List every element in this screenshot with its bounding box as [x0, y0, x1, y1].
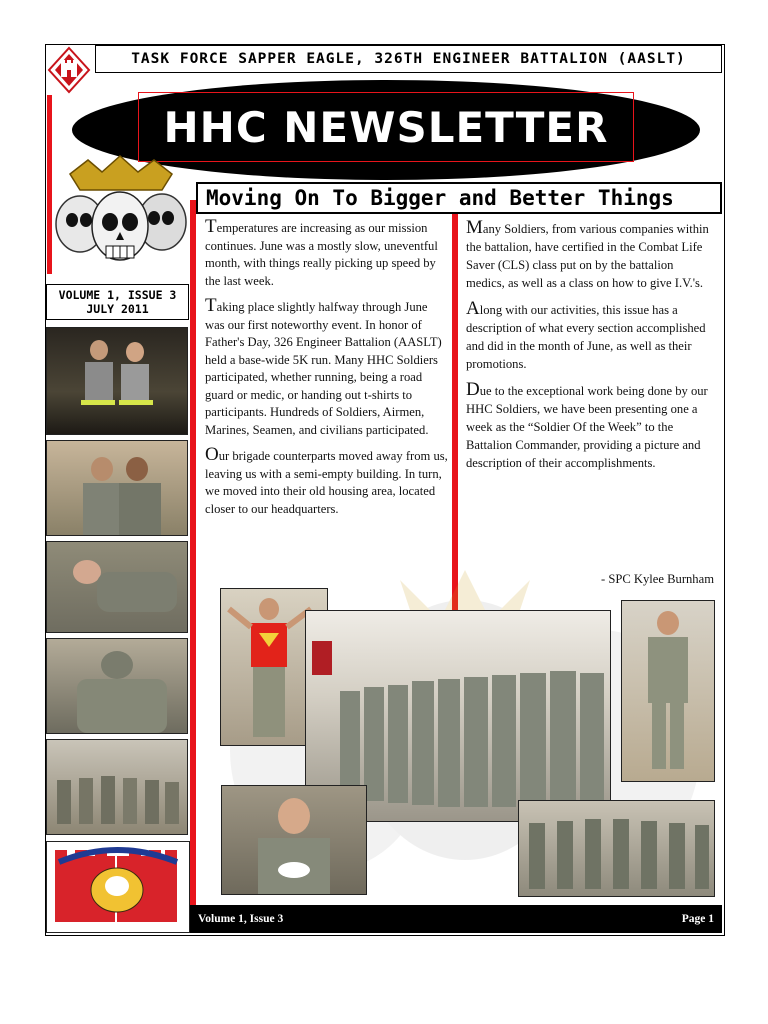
- skull-crown-illustration: [50, 152, 190, 280]
- photo-soldiers-marching: [518, 800, 715, 897]
- photo-soldiers-posing: [46, 440, 188, 536]
- paragraph-5: Along with our activities, this issue has a description of what every section accomplished and did in the month of June, as well as their promotions.: [466, 298, 706, 371]
- top-banner-text: TASK FORCE SAPPER EAGLE, 326TH ENGINEER BATTALION (AASLT): [131, 51, 686, 67]
- photo-soldier-standing: [621, 600, 715, 782]
- photo-soldiers-flexing: [46, 327, 188, 435]
- drop-cap: M: [466, 217, 483, 238]
- castle-icon: [46, 45, 92, 95]
- top-banner: [95, 45, 722, 73]
- photo-soldier-resting: [46, 541, 188, 633]
- paragraph-6: Due to the exceptional work being done by our HHC Soldiers, we have been presenting one a week as the “Soldier Of the Week” to the Battalion Commander, providing a picture and description of their accomplishments.: [466, 379, 708, 470]
- paragraph-1: Temperatures are increasing as our mission continues. June was a mostly slow, uneventful month, with things really picking up speed by the last week.: [205, 216, 438, 288]
- footer-page: Page 1: [681, 913, 714, 925]
- photo-soldiers-formation: [46, 739, 188, 835]
- column-divider-bar: [452, 214, 458, 610]
- paragraph-4: Many Soldiers, from various companies within the battalion, have certified in the Combat Life Saver (CLS) class put on by the battalion medics, as well as a class on how to give I.V.'s.: [466, 217, 709, 290]
- issue-date: JULY 2011: [86, 302, 149, 316]
- photo-soldier-eating: [221, 785, 367, 895]
- title-box: [138, 92, 634, 162]
- drop-cap: A: [466, 298, 480, 319]
- drop-cap: T: [205, 295, 217, 316]
- task-force-sapper-eagle-logo: [46, 841, 190, 933]
- article-headline-box: [196, 182, 722, 214]
- spine-accent-bar: [190, 200, 196, 906]
- article-right-column: [466, 217, 714, 481]
- newsletter-title: HHC NEWSLETTER: [163, 102, 609, 152]
- article-headline: Moving On To Bigger and Better Things: [206, 186, 674, 210]
- engineer-castle-logo: [46, 45, 92, 95]
- footer-bar: [190, 905, 722, 933]
- paragraph-2: Taking place slightly halfway through June was our first noteworthy event. In honor of Father's Day, 326 Engineer Battalion (AASLT) held a base-wide 5K run. Many HHC Soldiers participated, whether running, being a road guard or medic, or handing out t-shirts to participants. Hundreds of Soldiers, Airmen, Marines, Seamen, and civilians participated.: [205, 295, 442, 437]
- drop-cap: D: [466, 379, 480, 400]
- issue-volume: VOLUME 1, ISSUE 3: [58, 288, 177, 302]
- article-left-column: [205, 216, 449, 527]
- photo-soldiers-embrace: [46, 638, 188, 734]
- article-byline: - SPC Kylee Burnham: [601, 572, 714, 586]
- drop-cap: T: [205, 216, 217, 237]
- issue-box: [46, 284, 189, 320]
- footer-issue: Volume 1, Issue 3: [198, 913, 284, 925]
- paragraph-3: Our brigade counterparts moved away from us, leaving us with a semi-empty building. In turn, we moved into their old housing area, located closer to our headquarters.: [205, 444, 448, 516]
- drop-cap: O: [205, 444, 219, 465]
